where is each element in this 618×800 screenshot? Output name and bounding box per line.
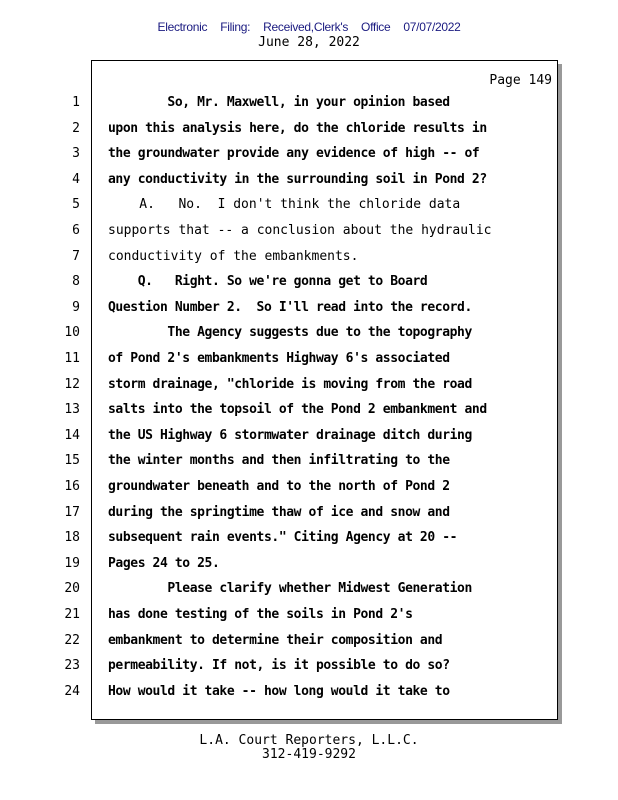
line-text: Q. Right. So we're gonna get to Board xyxy=(108,274,428,290)
line-text: during the springtime thaw of ice and snow and xyxy=(108,504,450,520)
line-text: Pages 24 to 25. xyxy=(108,555,220,571)
line-text: the groundwater provide any evidence of high -- of xyxy=(108,146,480,162)
line-number: 10 xyxy=(64,325,80,341)
transcript-page xyxy=(64,60,558,720)
line-number: 6 xyxy=(72,223,80,238)
line-text: Please clarify whether Midwest Generation xyxy=(108,581,472,597)
line-number: 12 xyxy=(64,376,80,392)
line-number: 5 xyxy=(72,197,80,213)
line-number: 24 xyxy=(64,683,80,699)
line-text: The Agency suggests due to the topography xyxy=(108,325,472,341)
page-number: Page 149 xyxy=(489,73,552,88)
line-text: How would it take -- how long would it take to xyxy=(108,683,450,699)
reporter-name: L.A. Court Reporters, L.L.C. xyxy=(199,733,419,748)
line-text: has done testing of the soils in Pond 2's xyxy=(108,607,413,622)
line-text: groundwater beneath and to the north of Pond 2 xyxy=(108,479,450,494)
line-text: conductivity of the embankments. xyxy=(108,248,359,264)
line-number: 2 xyxy=(72,120,80,136)
line-text: storm drainage, "chloride is moving from the road xyxy=(108,376,472,392)
line-number: 18 xyxy=(64,530,80,546)
line-text: any conductivity in the surrounding soil in Pond 2? xyxy=(108,171,487,187)
line-text: the winter months and then infiltrating to the xyxy=(108,453,450,469)
line-number: 15 xyxy=(64,453,80,469)
line-number: 8 xyxy=(72,274,80,290)
line-number: 9 xyxy=(72,299,80,315)
line-text: upon this analysis here, do the chloride results in xyxy=(108,120,487,136)
line-text: Question Number 2. So I'll read into the record. xyxy=(108,299,472,315)
line-number: 21 xyxy=(64,607,80,622)
footer xyxy=(0,734,618,762)
reporter-phone: 312-419-9292 xyxy=(262,747,356,762)
line-text: supports that -- a conclusion about the hydraulic xyxy=(108,223,492,238)
line-number: 19 xyxy=(64,555,80,571)
line-text: salts into the topsoil of the Pond 2 embankment and xyxy=(108,402,487,418)
line-number: 23 xyxy=(64,658,80,674)
line-text: A. No. I don't think the chloride data xyxy=(108,197,461,213)
line-number: 16 xyxy=(64,479,80,494)
line-text: So, Mr. Maxwell, in your opinion based xyxy=(108,95,450,110)
line-number: 7 xyxy=(72,248,80,264)
line-text: embankment to determine their composition and xyxy=(108,632,443,648)
transcript-date: June 28, 2022 xyxy=(258,35,360,50)
line-number: 11 xyxy=(64,351,80,366)
line-number: 1 xyxy=(72,95,80,110)
line-number: 22 xyxy=(64,632,80,648)
line-text: of Pond 2's embankments Highway 6's associated xyxy=(108,351,450,366)
line-text: permeability. If not, is it possible to do so? xyxy=(108,658,450,674)
filing-stamp: Electronic Filing: Received,Clerk's Office 07/07/2022 xyxy=(157,20,461,34)
line-number: 13 xyxy=(64,402,80,418)
line-number: 17 xyxy=(64,504,80,520)
line-text: the US Highway 6 stormwater drainage ditch during xyxy=(108,427,472,443)
line-number: 4 xyxy=(72,171,80,187)
line-number: 20 xyxy=(64,581,80,597)
line-number: 14 xyxy=(64,427,80,443)
line-number: 3 xyxy=(72,146,80,162)
line-text: subsequent rain events." Citing Agency at 20 -- xyxy=(108,530,458,546)
